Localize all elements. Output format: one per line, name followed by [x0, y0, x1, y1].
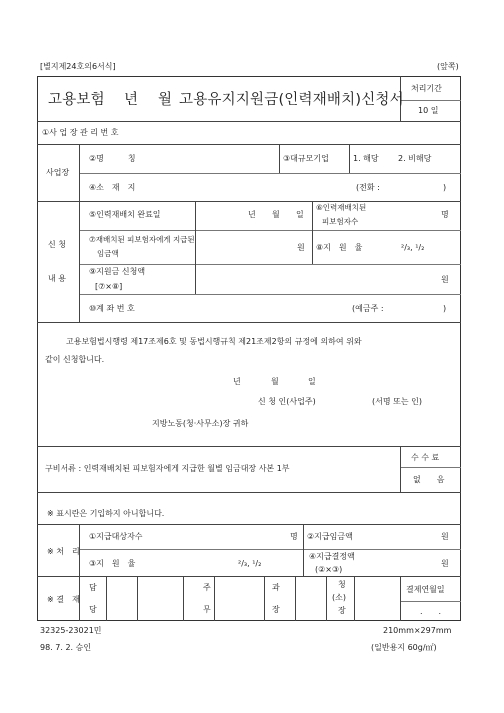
- completion-day: 일: [296, 210, 304, 219]
- form-title-prefix: 고용보험: [48, 92, 105, 108]
- form-code: 32325-23021민: [40, 626, 102, 635]
- approval-section-label: ※ 결 재: [47, 595, 80, 604]
- fee-value: 없 음: [413, 475, 445, 484]
- processing-rate-value: ²/₃, ¹/₂: [238, 559, 262, 568]
- phone-label: (전화 :: [356, 183, 380, 192]
- name-label: ②명 칭: [89, 154, 136, 163]
- notice-text: ※ 표시란은 기입하지 아니합니다.: [47, 509, 165, 518]
- paper-size: 210mm×297mm: [383, 626, 452, 635]
- date-month: 월: [271, 377, 279, 386]
- decided-amount-label-1: ④지급결정액: [309, 552, 355, 561]
- statement-line-2: 같이 신청합니다.: [45, 355, 105, 364]
- processing-rate-label: ③지 원 율: [89, 559, 136, 568]
- completion-date-label: ⑤인력재배치 완료일: [89, 210, 161, 219]
- decided-amount-label-2: (②×③): [315, 565, 343, 574]
- insured-count-label-1: ⑥인력재배치된: [316, 203, 367, 212]
- request-amount-unit: 원: [441, 275, 449, 284]
- approval-manager-top: 주: [203, 583, 211, 592]
- size-option-no[interactable]: 2. 비해당: [398, 154, 432, 163]
- approval-head-top: 청: [338, 580, 346, 589]
- approval-head-mid: (소): [332, 593, 346, 602]
- paper-weight: (일반용지 60g/㎡): [371, 643, 437, 652]
- approval-staff-bottom: 당: [89, 605, 97, 614]
- recipient-label: 지방노동(청·사무소)장 귀하: [152, 419, 249, 428]
- date-day: 일: [308, 377, 316, 386]
- date-year: 년: [233, 377, 241, 386]
- form-number: [별지제24호의6서식]: [40, 62, 116, 71]
- wage-label-1: ⑦재배치된 피보험자에게 지급된: [89, 235, 195, 244]
- approval-section-chief-top: 과: [272, 583, 280, 592]
- form-title: 고용유지지원금(인력재배치)신청서: [179, 92, 404, 108]
- application-section-label-2: 내 용: [48, 274, 66, 283]
- processing-period-value: 10 일: [418, 106, 439, 115]
- phone-close: ): [443, 183, 447, 192]
- payment-target-unit: 명: [290, 532, 298, 541]
- approval-date-label: 결제연월일: [406, 585, 445, 594]
- processing-section-label: ※ 처 리: [47, 547, 80, 556]
- form-title-month: 월: [158, 92, 173, 108]
- biz-number-label: ①사 업 장 관 리 번 호: [42, 128, 119, 137]
- fee-label: 수 수 료: [411, 453, 440, 462]
- account-holder-close: ): [443, 304, 447, 313]
- request-amount-label-1: ⑨지원금 신청액: [89, 267, 146, 276]
- account-number-label: ⑩계 좌 번 호: [89, 304, 135, 313]
- size-option-yes[interactable]: 1. 해당: [353, 154, 379, 163]
- approval-staff-top: 담: [89, 583, 97, 592]
- approval-section-chief-bottom: 장: [272, 605, 280, 614]
- support-rate-value: ²/₃, ¹/₂: [401, 243, 425, 252]
- insured-count-unit: 명: [441, 210, 449, 219]
- page-side-label: (앞쪽): [437, 62, 459, 71]
- decided-amount-unit: 원: [441, 559, 449, 568]
- workplace-section-label: 사업장: [46, 168, 70, 177]
- approval-date-note: 98. 7. 2. 승인: [40, 643, 92, 652]
- approval-manager-bottom: 무: [203, 605, 211, 614]
- payment-target-label: ①지급대상자수: [89, 532, 143, 541]
- payment-wage-label: ②지급임금액: [307, 532, 353, 541]
- approval-date-value: . .: [420, 607, 442, 616]
- application-section-label-1: 신 청: [48, 240, 66, 249]
- insured-count-label-2: 피보험자수: [322, 217, 359, 226]
- completion-year: 년: [248, 210, 256, 219]
- address-label: ④소 재 지: [89, 183, 136, 192]
- request-amount-label-2: [⑦×⑧]: [95, 282, 123, 291]
- processing-period-label: 처리기간: [411, 84, 442, 93]
- completion-month: 월: [272, 210, 280, 219]
- size-label: ③대규모기업: [283, 154, 329, 163]
- approval-head-bottom: 장: [338, 606, 346, 615]
- wage-unit: 원: [297, 243, 305, 252]
- support-rate-label: ⑧지 원 율: [316, 243, 363, 252]
- account-holder-label: (예금주 :: [352, 304, 384, 313]
- form-title-year: 년: [124, 92, 139, 108]
- wage-label-2: 임금액: [97, 249, 119, 258]
- required-documents: 구비서류 : 인력재배치된 피보험자에게 지급한 월별 임금대장 사본 1부: [45, 464, 290, 473]
- statement-line-1: 고용보험법시행령 제17조제6호 및 동법시행규칙 제21조제2항의 규정에 의하여 위와: [66, 337, 362, 346]
- payment-wage-unit: 원: [441, 532, 449, 541]
- signature-label: (서명 또는 인): [372, 397, 422, 406]
- applicant-label: 신 청 인(사업주): [258, 397, 316, 406]
